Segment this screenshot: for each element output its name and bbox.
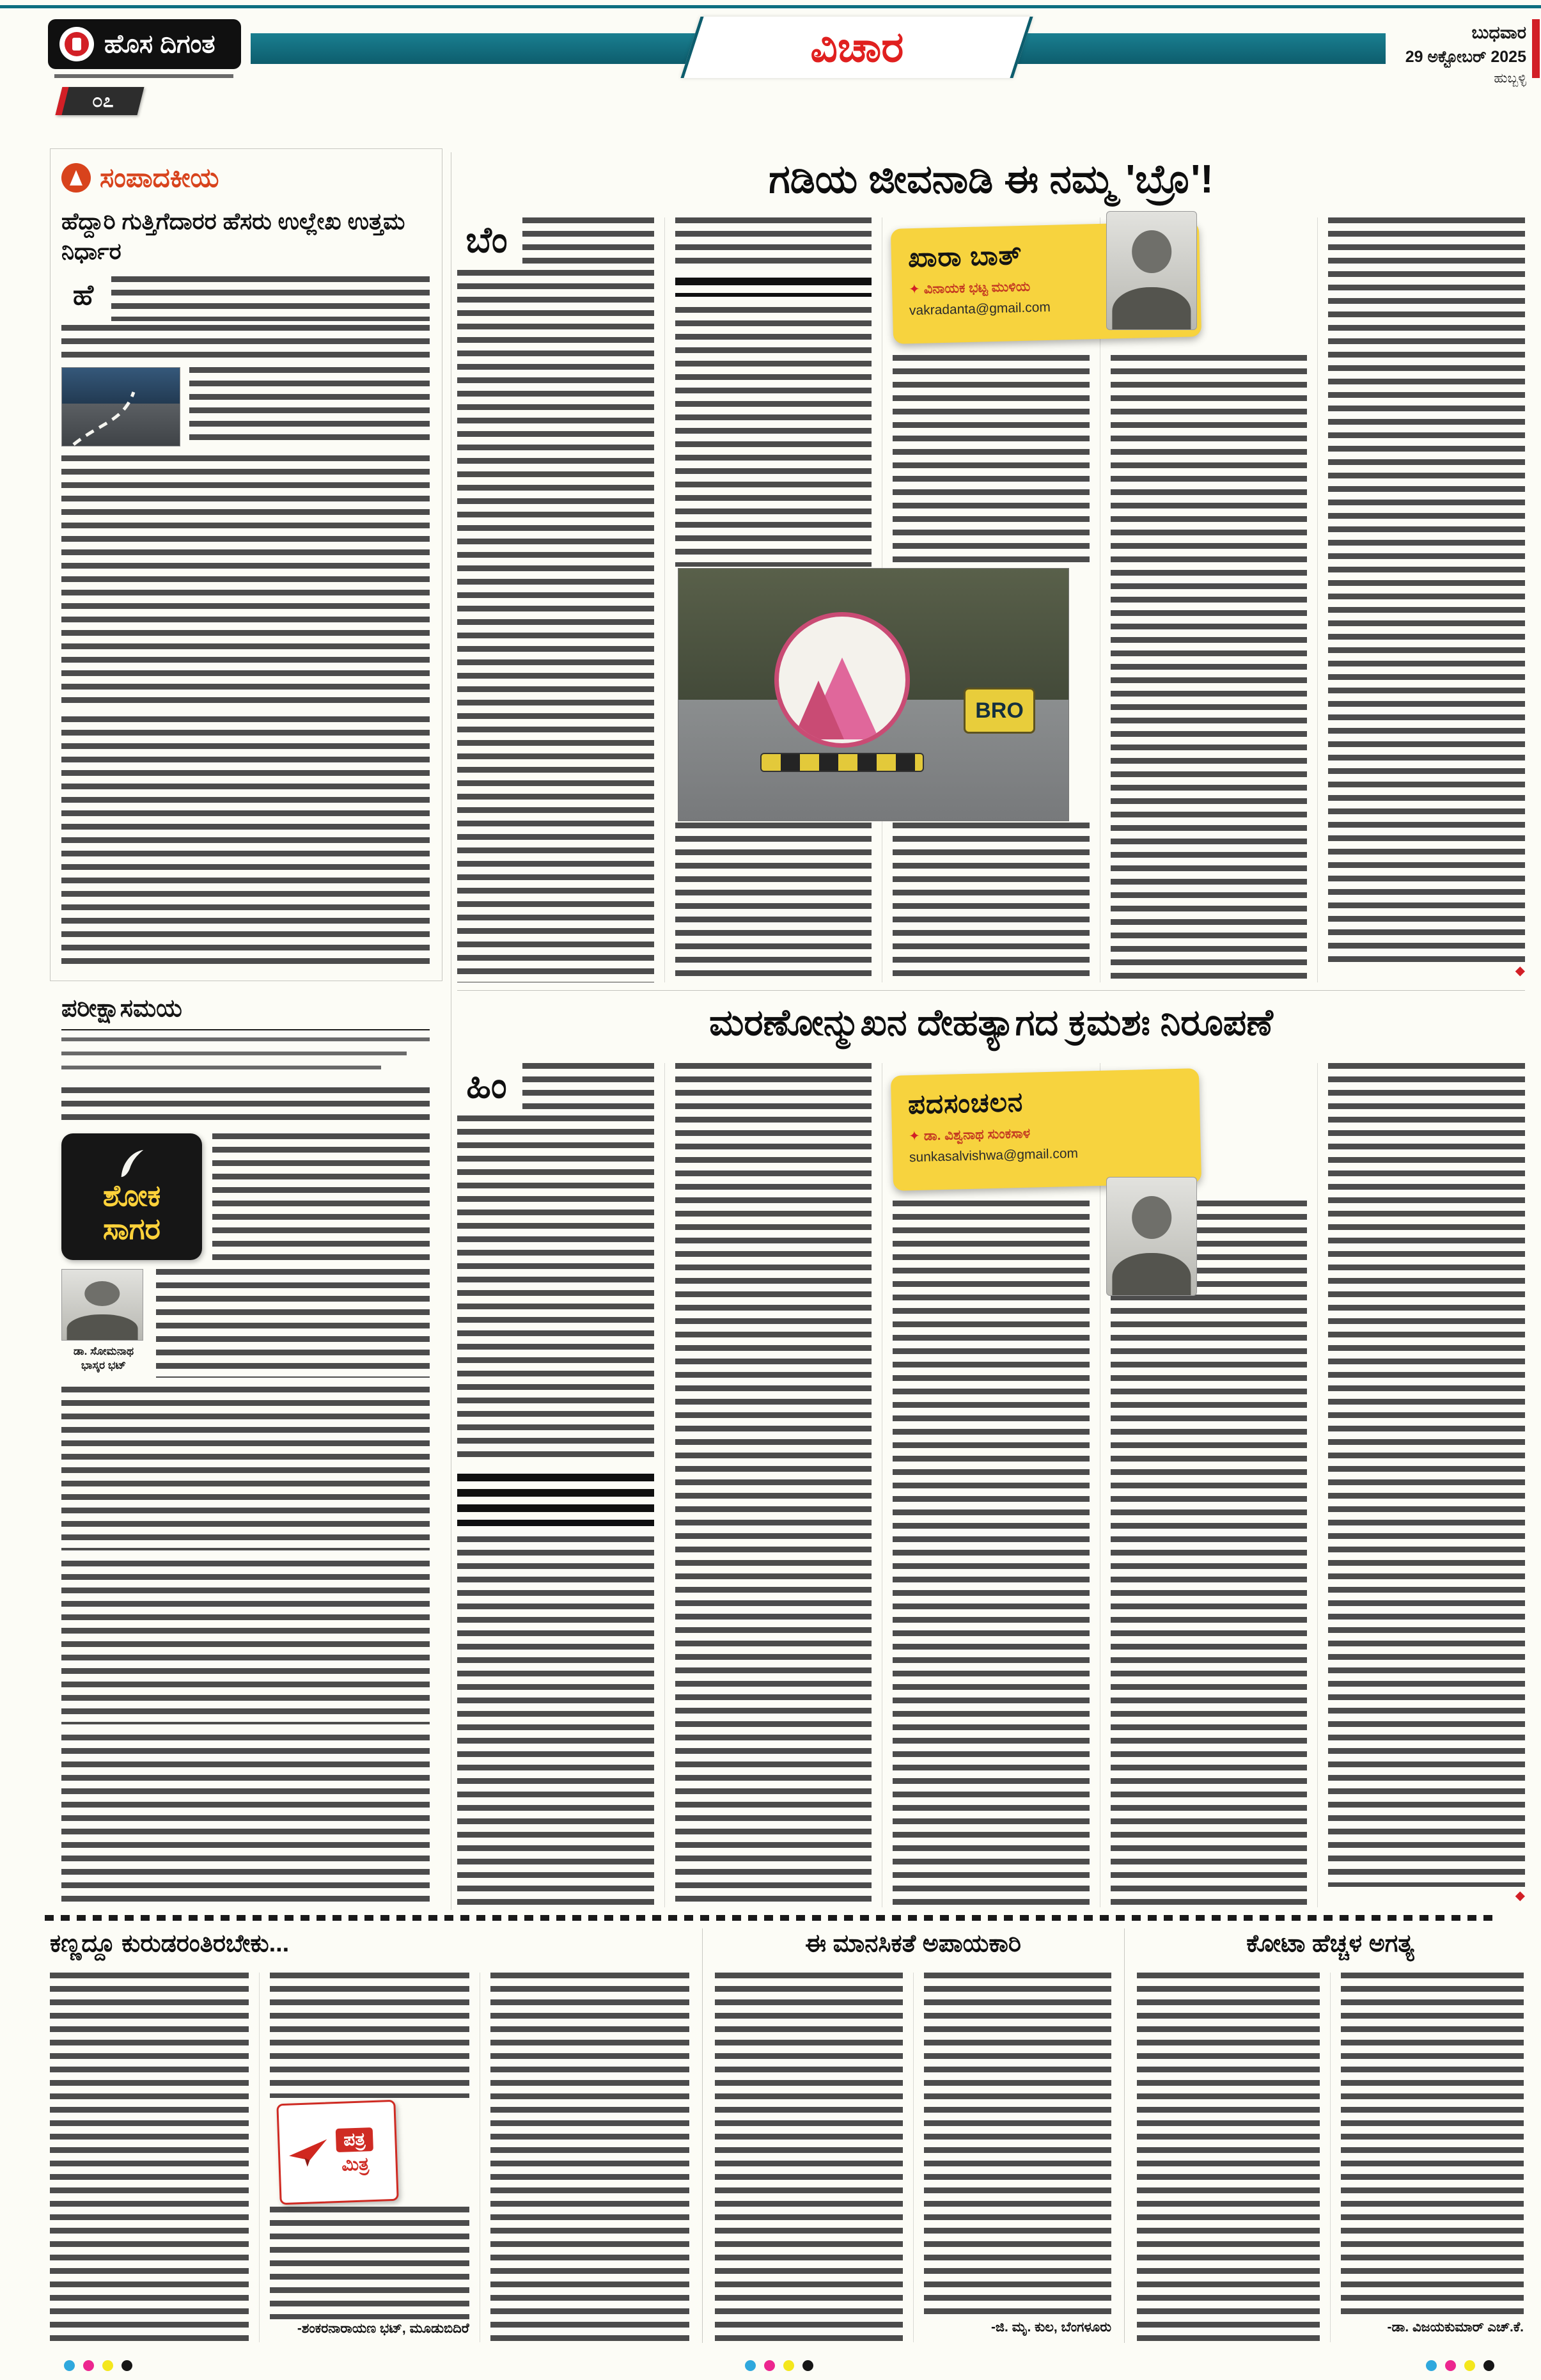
body-text	[61, 1735, 430, 1906]
body-text	[457, 1115, 654, 1464]
yellow-dot	[1464, 2360, 1475, 2371]
date-label: 29 ಅಕ್ಟೋಬರ್ 2025	[1405, 48, 1526, 66]
body-text	[457, 1536, 654, 1907]
caption-line: ಡಾ. ಸೋಮನಾಥ	[73, 1345, 134, 1357]
column-logo-line2: ಸಾಗರ	[103, 1212, 160, 1245]
registration-marks	[745, 2360, 813, 2371]
masthead-emblem-icon	[59, 27, 94, 61]
letter2-headline: ಈ ಮಾನಸಿಕತೆ ಅಪಾಯಕಾರಿ	[805, 1930, 1021, 1957]
person-silhouette	[1112, 287, 1191, 330]
patra-mitra-badge	[276, 2100, 398, 2205]
body-text	[675, 307, 872, 567]
article2-column-name: ಪದಸಂಚಲನ	[907, 1086, 1024, 1120]
body-text	[893, 355, 1090, 567]
editorial-lead	[61, 276, 430, 321]
article2-col2	[664, 1063, 882, 1907]
article1-col1	[457, 217, 664, 982]
author-star-icon: ✦	[908, 281, 921, 297]
exam-row-logo	[61, 1133, 430, 1261]
body-text	[1341, 1973, 1524, 2318]
column-logo-box	[61, 1133, 202, 1260]
magenta-dot	[1445, 2360, 1456, 2371]
exam-subline	[61, 1066, 381, 1075]
milestone-base	[760, 753, 924, 772]
article2-drop-cap: ಹಿಂ	[466, 1065, 507, 1105]
person-silhouette	[1132, 230, 1171, 272]
black-dot	[121, 2360, 132, 2371]
yellow-dot	[102, 2360, 113, 2371]
top-rule	[0, 5, 1541, 8]
person-silhouette	[1132, 1196, 1171, 1238]
body-text	[1328, 217, 1525, 962]
editorial-section-label: ಸಂಪಾದಕೀಯ	[100, 162, 219, 193]
exam-subline	[61, 1037, 430, 1046]
body-text	[675, 1063, 872, 1907]
article1-drop-cap: ಬೆಂ	[465, 219, 508, 260]
dateline-block	[1395, 23, 1526, 86]
body-text	[189, 367, 430, 448]
section-title: ವಿಚಾರ	[810, 23, 904, 70]
day-label: ಬುಧವಾರ	[1471, 23, 1526, 42]
article-end-mark: ◆	[1515, 964, 1525, 978]
bro-milestone-photo	[678, 568, 1069, 821]
body-text	[457, 270, 654, 982]
body-text	[1111, 1201, 1308, 1907]
letters-separator	[45, 1915, 1496, 1921]
letter2-signature: -ಜಿ. ಮೃ. ಕುಲ, ಬೆಂಗಳೂರು	[990, 2320, 1111, 2335]
body-text	[111, 276, 430, 321]
letter1-col3	[480, 1973, 689, 2342]
body-text	[270, 1973, 469, 2098]
road-curve-graphic	[62, 368, 180, 446]
body-text	[893, 823, 1090, 982]
body-text	[1137, 1973, 1320, 2342]
letter3-signature: -ಡಾ. ವಿಜಯಕುಮಾರ್ ಎಚ್.ಕೆ.	[1387, 2320, 1524, 2335]
masthead-logo	[48, 19, 241, 69]
body-text	[675, 823, 872, 982]
masthead-title: ಹೊಸ ದಿಗಂತ	[104, 29, 215, 58]
body-text	[1328, 1063, 1525, 1887]
letter1-headline: ಕಣ್ಣದ್ದೂ ಕುರುಡರಂತಿರಬೇಕು...	[50, 1930, 290, 1957]
body-text	[61, 1561, 430, 1724]
letter2-body	[715, 1973, 1111, 2342]
person-silhouette	[84, 1281, 120, 1307]
body-text	[490, 1973, 689, 2342]
magenta-dot	[764, 2360, 775, 2371]
highway-photo	[61, 367, 180, 446]
bro-signboard: BRO	[964, 688, 1035, 734]
letter1-signature: -ಶಂಕರನಾರಾಯಣ ಭಟ್, ಮೂಡುಬಿದಿರೆ	[297, 2321, 469, 2336]
paper-plane-icon	[287, 2138, 329, 2169]
editorial-headline: ಹೆದ್ದಾರಿ ಗುತ್ತಿಗೆದಾರರ ಹೆಸರು ಉಲ್ಲೇಖ ಉತ್ತಮ ನಿರ್ಧಾರ	[61, 208, 405, 264]
edition-label: ಹುಬ್ಬಳ್ಳಿ	[1494, 71, 1526, 86]
page-number-badge	[56, 87, 145, 115]
person-silhouette	[67, 1314, 138, 1341]
exam-author-caption	[61, 1344, 146, 1373]
body-text	[522, 217, 654, 265]
masthead-tagline	[54, 74, 233, 82]
body-quote	[457, 1474, 654, 1525]
article2-headline: ಮರಣೋನ್ಮುಖನ ದೇಹತ್ಯಾಗದ ಕ್ರಮಶಃ ನಿರೂಪಣೆ	[709, 1002, 1273, 1043]
exam-section-header: ಪರೀಕ್ಷಾಸಮಯ	[61, 995, 430, 1030]
badge-text	[336, 2127, 375, 2176]
letters-divider	[702, 1928, 703, 2343]
author-star-icon: ✦	[908, 1128, 921, 1144]
edge-accent-bar	[1532, 19, 1540, 78]
body-text	[61, 455, 430, 706]
letter3-col2	[1330, 1973, 1524, 2342]
cyan-dot	[64, 2360, 75, 2371]
caption-line: ಭಾಸ್ಕರ ಭಟ್	[81, 1359, 127, 1371]
quill-icon	[117, 1147, 146, 1179]
body-text	[522, 1063, 654, 1110]
letters-divider	[1124, 1928, 1125, 2343]
section-title-panel	[680, 17, 1033, 78]
body-text	[61, 1087, 430, 1127]
exam-author-photo	[61, 1269, 143, 1341]
article1-col5	[1317, 217, 1525, 982]
article2-body	[457, 1063, 1525, 1907]
mountain-shape	[793, 681, 844, 739]
letter1-col1	[50, 1973, 259, 2342]
exam-author-block	[61, 1269, 146, 1378]
editorial-drop-cap: ಹೆ	[72, 280, 94, 311]
article1-author-photo	[1106, 211, 1197, 330]
article2-author-photo	[1106, 1177, 1197, 1296]
badge-line1: ಪತ್ರ	[336, 2127, 373, 2152]
body-text	[212, 1133, 430, 1261]
body-text	[156, 1269, 430, 1378]
registration-marks	[1426, 2360, 1494, 2371]
letter2-col1	[715, 1973, 913, 2342]
letter3-headline: ಕೋಟಾ ಹೆಚ್ಚಳ ಅಗತ್ಯ	[1246, 1930, 1414, 1957]
editorial-row-with-photo	[61, 367, 430, 448]
cyan-dot	[745, 2360, 756, 2371]
article1-column-name: ಖಾರಾ ಬಾತ್	[907, 239, 1022, 273]
body-text	[61, 1387, 430, 1550]
badge-line2: ಮಿತ್ರ	[341, 2154, 370, 2175]
exam-subline	[61, 1052, 407, 1060]
editorial-emblem-icon	[61, 163, 91, 193]
exam-row-author	[61, 1269, 430, 1378]
body-text	[50, 1973, 249, 2342]
article1-author-email: vakradanta@gmail.com	[909, 299, 1051, 319]
letter3-body	[1137, 1973, 1524, 2342]
magenta-dot	[83, 2360, 94, 2371]
column-logo-line1: ಶೋಕ	[102, 1179, 161, 1213]
article1-headline: ಗಡಿಯ ಜೀವನಾಡಿ ಈ ನಮ್ಮ 'ಬ್ರೊ'!	[769, 157, 1214, 201]
body-text	[61, 325, 430, 362]
milestone-disc	[774, 612, 910, 748]
editorial-section-header	[61, 161, 419, 194]
body-text	[1111, 355, 1308, 982]
body-text	[270, 2207, 469, 2319]
body-text	[61, 716, 430, 967]
black-dot	[1483, 2360, 1494, 2371]
person-silhouette	[1112, 1253, 1191, 1296]
registration-marks	[64, 2360, 132, 2371]
body-text	[924, 1973, 1112, 2318]
letter2-col2	[913, 1973, 1112, 2342]
body-subhead	[675, 278, 872, 297]
letter3-col1	[1137, 1973, 1330, 2342]
yellow-dot	[783, 2360, 794, 2371]
black-dot	[802, 2360, 813, 2371]
page-number: ೦೭	[92, 90, 114, 111]
article2-author-email: sunkasalvishwa@gmail.com	[909, 1146, 1079, 1165]
article2-col1	[457, 1063, 664, 1907]
article2-author-name: ಡಾ. ವಿಶ್ವನಾಥ ಸುಂಕಸಾಳ	[923, 1126, 1031, 1144]
article-separator	[457, 990, 1525, 991]
article2-col5	[1317, 1063, 1525, 1907]
article1-author-name: ವಿನಾಯಕ ಭಟ್ಟ ಮುಳಿಯ	[923, 279, 1031, 297]
article2-author	[909, 1122, 1184, 1144]
body-text	[715, 1973, 903, 2342]
body-text	[893, 1201, 1090, 1907]
article-end-mark: ◆	[1515, 1889, 1525, 1903]
article2-author-card	[891, 1068, 1201, 1191]
cyan-dot	[1426, 2360, 1437, 2371]
body-text	[675, 217, 872, 267]
